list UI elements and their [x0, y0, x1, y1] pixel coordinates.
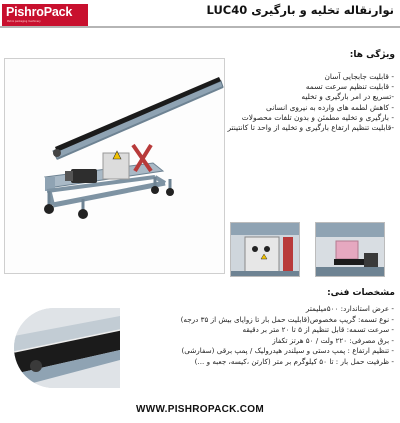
- product-title: نوارنقاله تخلیه و بارگیری LUC40: [206, 3, 394, 17]
- features-heading: ویژگی ها:: [349, 50, 395, 60]
- header-divider: [0, 26, 400, 28]
- belt-detail-image: [14, 308, 120, 388]
- belt-detail-illustration: [14, 308, 120, 388]
- conveyor-main-image: [4, 58, 225, 274]
- specs-list: [154, 304, 394, 367]
- website-url: WWW.PISHROPACK.COM: [136, 404, 264, 415]
- spec-item: - نوع تسمه: گریپ مخصوص(قابلیت حمل بار تا زوایای بیش از ۳۵ درجه): [180, 314, 394, 324]
- spec-item: - برق مصرفی: ۲۲۰ ولت / ۵۰ هرتز تکفاز: [272, 335, 394, 345]
- feature-item: - کاهش لطمه های وارده به نیروی انسانی: [266, 102, 394, 112]
- spec-item: - عرض استاندارد: ۵۰۰میلیمتر: [305, 304, 394, 313]
- spec-item: - تنظیم ارتفاع : پمپ دستی و سیلندر هیدرولیک / پمپ برقی (سفارشی): [181, 346, 394, 355]
- brand-name: PishroPack: [6, 5, 73, 19]
- features-list: [226, 72, 394, 133]
- page-header: [0, 0, 400, 28]
- feature-item: -قابلیت تنظیم ارتفاع بارگیری و تخلیه از واحد تا کانتینتر: [227, 123, 394, 133]
- feature-item: - بارگیری و تخلیه مطمئن و بدون تلفات محصولات: [241, 112, 394, 122]
- brand-logo: [2, 4, 88, 26]
- control-panel-illustration: [231, 223, 300, 277]
- conveyor-illustration: [5, 59, 224, 273]
- spec-item: - سرعت تسمه: قابل تنظیم از ۵ تا ۲۰ متر بر دقیقه: [242, 325, 394, 334]
- belt-roller-illustration: [316, 223, 385, 277]
- specs-heading: مشخصات فنی:: [327, 288, 395, 298]
- belt-roller-thumbnail: [315, 222, 385, 277]
- control-panel-thumbnail: [230, 222, 300, 277]
- brand-tagline: Pishro packaging machinery: [7, 20, 41, 23]
- feature-item: - قابلیت جابجایی آسان: [324, 72, 394, 81]
- feature-item: -تسریع در امر بارگیری و تخلیه: [301, 92, 394, 102]
- spec-item: - ظرفیت حمل بار : تا ۵۰ کیلوگرم بر متر (کارتن ،کیسه، جعبه و ...): [194, 356, 394, 366]
- feature-item: - قابلیت تنظیم سرعت تسمه: [305, 82, 394, 92]
